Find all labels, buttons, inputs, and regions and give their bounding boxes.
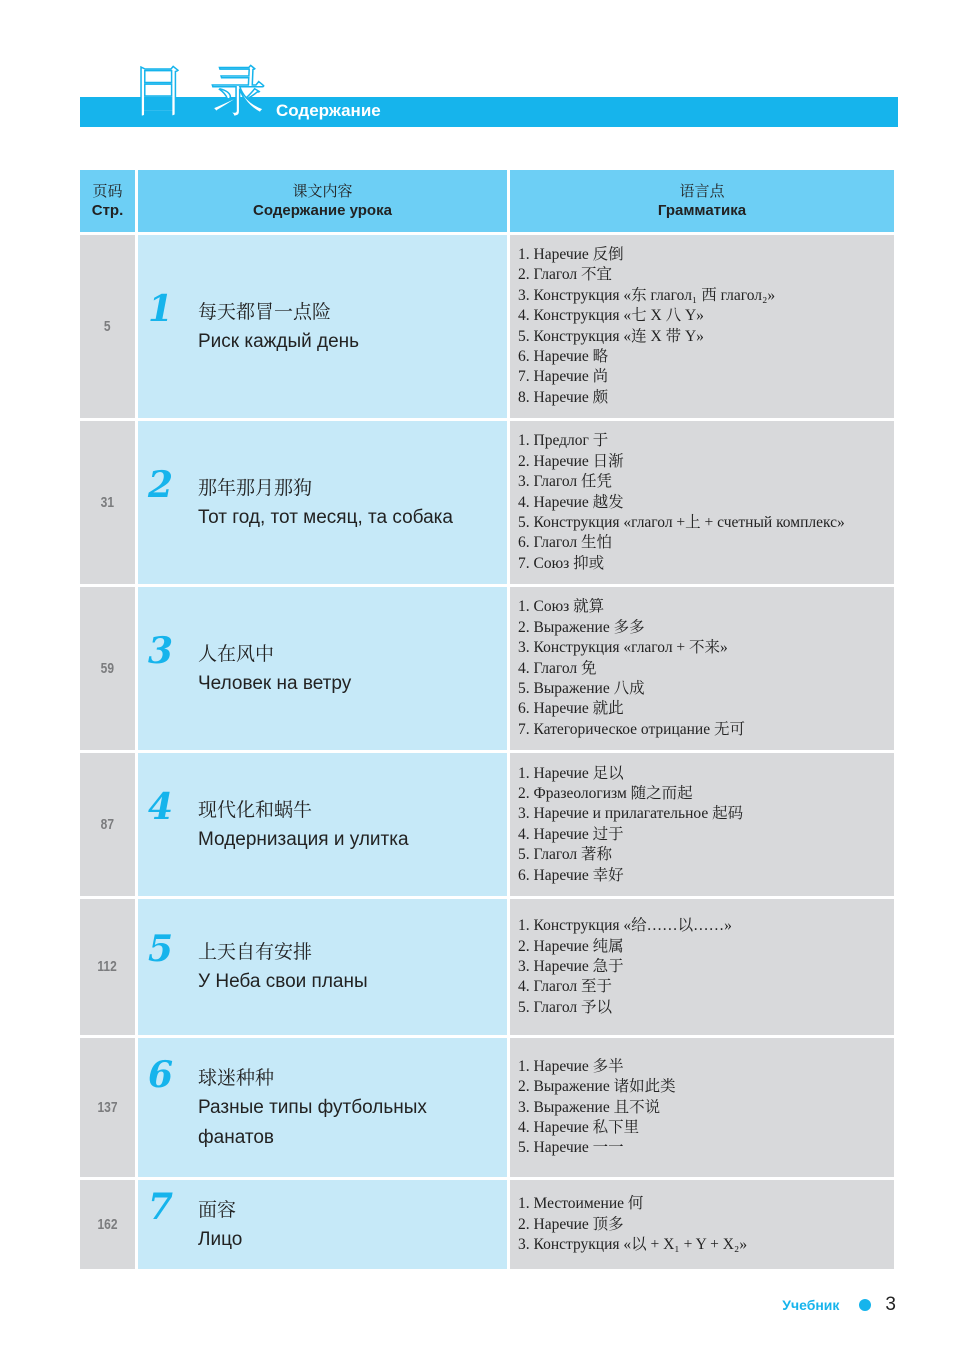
grammar-item: 3. Конструкция «глагол + 不来» <box>518 639 728 657</box>
page-cell <box>80 421 138 587</box>
lesson-row <box>80 235 894 421</box>
grammar-item: 3. Конструкция «东 глагол₁ 西 глагол₂» <box>518 286 776 304</box>
page-cell <box>80 753 138 899</box>
grammar-list <box>510 1184 894 1265</box>
grammar-item: 4. Наречие 越发 <box>518 493 624 511</box>
column-header-cn: 语言点 <box>679 182 725 200</box>
grammar-item: 2. Наречие 顶多 <box>518 1215 624 1233</box>
contents-table <box>80 170 894 1272</box>
grammar-item: 3. Выражение 且不说 <box>518 1098 661 1116</box>
grammar-list <box>510 906 894 1028</box>
column-header-cn: 课文内容 <box>292 182 353 200</box>
lesson-title-cn: 面容 <box>198 1198 237 1221</box>
column-header-ru: Грамматика <box>657 202 747 219</box>
grammar-item: 4. Наречие 过于 <box>518 825 624 843</box>
lesson-page-number: 162 <box>97 1215 118 1233</box>
grammar-item: 6. Наречие 幸好 <box>518 866 624 884</box>
grammar-item: 6. Глагол 生怕 <box>518 534 613 552</box>
lesson-cell[interactable] <box>138 421 510 587</box>
page-footer <box>782 1294 896 1316</box>
lesson-row <box>80 1038 894 1180</box>
grammar-cell <box>510 1038 894 1180</box>
page-cell <box>80 1038 138 1180</box>
grammar-item: 8. Наречие 颇 <box>518 388 609 406</box>
grammar-item: 1. Наречие 多半 <box>518 1057 624 1075</box>
lesson-page-number: 31 <box>100 493 115 511</box>
grammar-item: 5. Выражение 八成 <box>518 679 645 697</box>
column-header-page <box>80 170 138 235</box>
lesson-number: 5 <box>148 928 174 971</box>
lesson-number: 2 <box>148 463 174 506</box>
bullet-dot-icon <box>859 1299 871 1311</box>
footer-book-label: Учебник <box>782 1297 840 1313</box>
lesson-number: 3 <box>148 629 174 672</box>
grammar-item: 7. Наречие 尚 <box>518 368 609 386</box>
column-header-ru: Стр. <box>91 202 124 219</box>
lesson-title-ru: Модернизация и улитка <box>198 828 409 850</box>
lesson-number: 7 <box>148 1185 174 1228</box>
table-header-row <box>80 170 894 235</box>
lesson-title-cn: 那年那月那狗 <box>198 476 313 499</box>
grammar-item: 5. Конструкция «连 X 带 Y» <box>518 327 704 345</box>
lesson-cell[interactable] <box>138 899 510 1038</box>
column-header-content <box>138 170 510 235</box>
grammar-item: 4. Конструкция «七 X 八 Y» <box>518 307 704 325</box>
page-cell <box>80 235 138 421</box>
grammar-item: 4. Глагол 免 <box>518 659 597 677</box>
lesson-row <box>80 587 894 753</box>
lesson-number: 4 <box>148 785 174 828</box>
grammar-item: 2. Наречие 日渐 <box>518 452 624 470</box>
page-title-chinese: 目录 <box>130 61 290 126</box>
grammar-item: 3. Наречие и прилагательное 起码 <box>518 805 744 823</box>
lesson-page-number: 5 <box>104 317 111 335</box>
grammar-item: 3. Конструкция «以 + X₁ + Y + X₂» <box>518 1235 748 1253</box>
grammar-cell <box>510 421 894 587</box>
lesson-title-ru: Человек на ветру <box>198 672 352 694</box>
grammar-item: 1. Наречие 足以 <box>518 764 624 782</box>
lesson-title-ru: Риск каждый день <box>198 330 360 352</box>
lesson-page-number: 112 <box>97 958 118 976</box>
lesson-title-ru: Разные типы футбольных фанатов <box>198 1096 427 1148</box>
lesson-row <box>80 1180 894 1272</box>
lesson-title-cn: 现代化和蜗牛 <box>198 798 313 821</box>
grammar-list <box>510 754 894 896</box>
grammar-item: 2. Выражение 诸如此类 <box>518 1078 676 1096</box>
grammar-item: 3. Глагол 任凭 <box>518 473 613 491</box>
page-cell <box>80 587 138 753</box>
grammar-item: 3. Наречие 急于 <box>518 958 624 976</box>
grammar-cell <box>510 587 894 753</box>
grammar-item: 2. Глагол 不宜 <box>518 266 613 284</box>
grammar-list <box>510 421 894 584</box>
grammar-item: 5. Глагол 予以 <box>518 998 613 1016</box>
lesson-row <box>80 899 894 1038</box>
grammar-item: 4. Наречие 私下里 <box>518 1118 640 1136</box>
lesson-number: 6 <box>148 1053 174 1096</box>
lesson-cell[interactable] <box>138 587 510 753</box>
grammar-item: 1. Местоимение 何 <box>518 1195 644 1213</box>
grammar-item: 1. Предлог 于 <box>518 432 609 450</box>
column-header-grammar <box>510 170 894 235</box>
lesson-cell[interactable] <box>138 235 510 421</box>
lesson-title-cn: 球迷种种 <box>198 1066 275 1089</box>
grammar-cell <box>510 235 894 421</box>
lesson-page-number: 137 <box>97 1098 118 1116</box>
grammar-item: 6. Наречие 就此 <box>518 700 624 718</box>
column-header-ru: Содержание урока <box>253 202 392 219</box>
grammar-item: 2. Фразеологизм 随之而起 <box>518 784 693 802</box>
grammar-item: 1. Конструкция «给……以……» <box>518 917 732 935</box>
grammar-item: 1. Наречие 反倒 <box>518 246 624 263</box>
lesson-title-cn: 上天自有安排 <box>198 941 313 964</box>
page-cell <box>80 1180 138 1272</box>
column-header-cn: 页码 <box>92 182 123 200</box>
grammar-item: 7. Союз 抑或 <box>518 554 605 572</box>
lesson-page-number: 87 <box>100 815 115 833</box>
grammar-item: 5. Наречие 一一 <box>518 1139 624 1157</box>
lesson-number: 1 <box>148 287 174 330</box>
lesson-cell[interactable] <box>138 753 510 899</box>
lesson-title-ru: Лицо <box>198 1228 243 1250</box>
lesson-title-ru: Тот год, тот месяц, та собака <box>198 506 453 528</box>
page-title-russian: Содержание <box>276 101 381 120</box>
lesson-title-cn: 人在风中 <box>198 642 275 665</box>
grammar-list <box>510 587 894 750</box>
grammar-item: 5. Глагол 著称 <box>518 846 613 864</box>
page-number: 3 <box>885 1294 896 1315</box>
lesson-title-ru: У Неба свои планы <box>198 971 368 993</box>
grammar-item: 5. Конструкция «глагол +上 + счетный комплекс» <box>518 513 845 531</box>
lesson-title-cn: 每天都冒一点险 <box>198 300 332 323</box>
grammar-item: 2. Выражение 多多 <box>518 618 645 636</box>
grammar-list <box>510 235 894 418</box>
grammar-item: 6. Наречие 略 <box>518 348 609 366</box>
grammar-cell <box>510 753 894 899</box>
lesson-page-number: 59 <box>100 659 115 677</box>
page-cell <box>80 899 138 1038</box>
grammar-list <box>510 1047 894 1169</box>
grammar-cell <box>510 1180 894 1272</box>
grammar-item: 4. Глагол 至于 <box>518 978 613 996</box>
lesson-row <box>80 421 894 587</box>
lesson-cell[interactable] <box>138 1038 510 1180</box>
grammar-cell <box>510 899 894 1038</box>
lesson-cell[interactable] <box>138 1180 510 1272</box>
lesson-row <box>80 753 894 899</box>
grammar-item: 7. Категорическое отрицание 无可 <box>518 720 745 738</box>
grammar-item: 2. Наречие 纯属 <box>518 937 624 955</box>
grammar-item: 1. Союз 就算 <box>518 598 605 616</box>
